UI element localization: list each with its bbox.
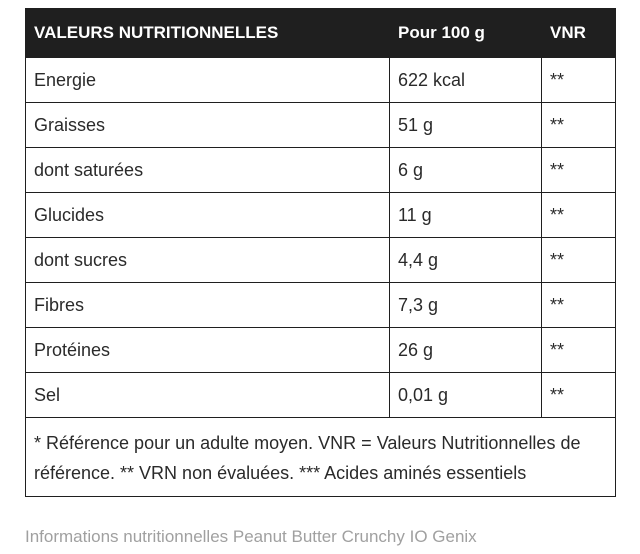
nutrient-vnr: ** <box>542 103 616 148</box>
nutrient-value: 11 g <box>390 193 542 238</box>
table-footnote: * Référence pour un adulte moyen. VNR = Valeurs Nutritionnelles de référence. ** VRN non évaluées. *** Acides aminés essentiels <box>26 418 616 497</box>
nutrient-vnr: ** <box>542 238 616 283</box>
nutrient-vnr: ** <box>542 373 616 418</box>
header-per-100g: Pour 100 g <box>390 9 542 58</box>
table-row <box>26 238 616 283</box>
nutrient-name: Glucides <box>26 193 390 238</box>
footnote-row <box>26 418 616 497</box>
nutrient-vnr: ** <box>542 283 616 328</box>
nutrient-vnr: ** <box>542 148 616 193</box>
table-row <box>26 148 616 193</box>
table-row <box>26 283 616 328</box>
table-row <box>26 58 616 103</box>
nutrient-vnr: ** <box>542 58 616 103</box>
table-row <box>26 193 616 238</box>
nutrient-name: dont sucres <box>26 238 390 283</box>
nutrient-value: 6 g <box>390 148 542 193</box>
nutrient-vnr: ** <box>542 328 616 373</box>
nutrient-value: 622 kcal <box>390 58 542 103</box>
nutrient-name: Energie <box>26 58 390 103</box>
table-header-row <box>26 9 616 58</box>
nutrient-name: Fibres <box>26 283 390 328</box>
header-nutrient: VALEURS NUTRITIONNELLES <box>26 9 390 58</box>
image-caption: Informations nutritionnelles Peanut Butter Crunchy IO Genix <box>25 527 477 546</box>
nutrient-value: 4,4 g <box>390 238 542 283</box>
nutrient-name: Graisses <box>26 103 390 148</box>
nutrient-name: Protéines <box>26 328 390 373</box>
nutrient-value: 0,01 g <box>390 373 542 418</box>
nutrient-name: Sel <box>26 373 390 418</box>
table-row <box>26 328 616 373</box>
nutrient-value: 26 g <box>390 328 542 373</box>
nutrition-table <box>25 8 616 497</box>
header-vnr: VNR <box>542 9 616 58</box>
nutrient-vnr: ** <box>542 193 616 238</box>
table-row <box>26 103 616 148</box>
nutrient-value: 51 g <box>390 103 542 148</box>
table-row <box>26 373 616 418</box>
nutrient-value: 7,3 g <box>390 283 542 328</box>
nutrient-name: dont saturées <box>26 148 390 193</box>
